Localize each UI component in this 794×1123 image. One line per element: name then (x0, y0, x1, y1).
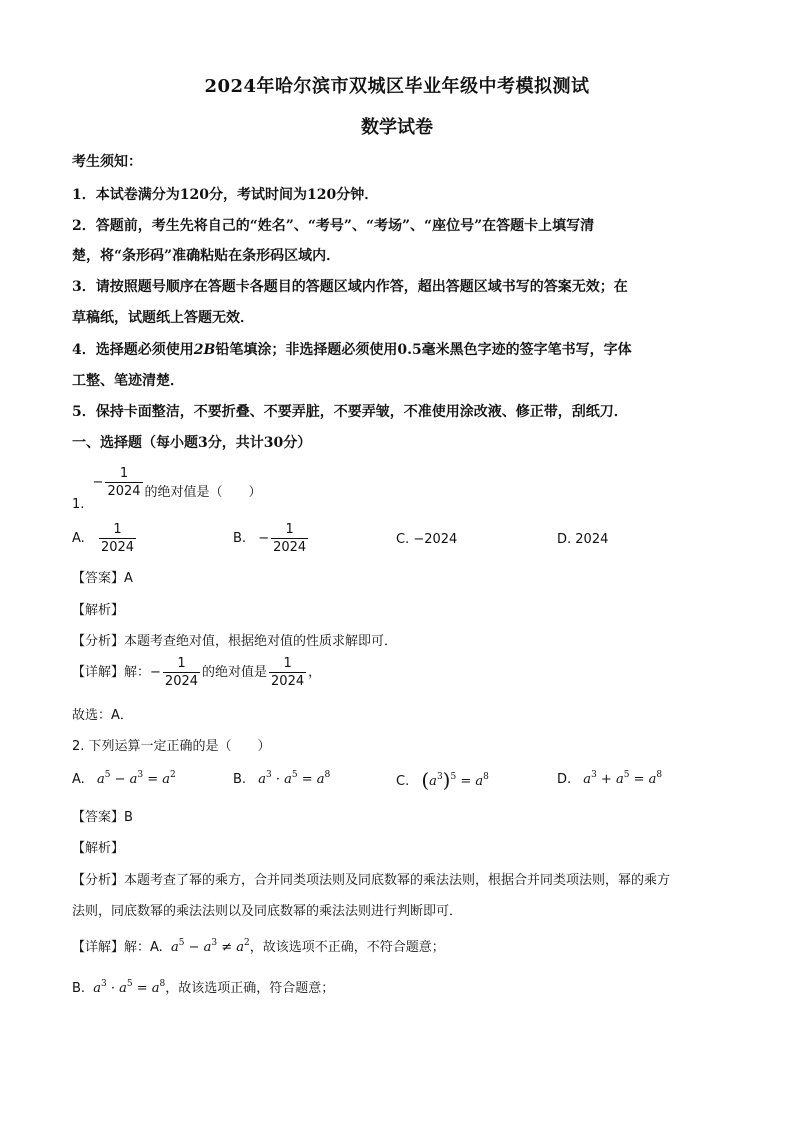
q1-fraction: $\frac{1}{2024}$ (107, 466, 141, 499)
notice-item-4 (72, 339, 632, 359)
pencil-grade: 2B (193, 342, 216, 358)
q2-option-d: D. $a^3 + a^5 = a^8$ (557, 770, 663, 787)
q1-fenxi: 【分析】本题考查绝对值，根据绝对值的性质求解即可． (72, 634, 398, 649)
q1-stem (72, 466, 262, 512)
notice-item-1: 1．本试卷满分为120分，考试时间为120分钟． (72, 187, 379, 203)
exam-title: 2024年哈尔滨市双城区毕业年级中考模拟测试 (204, 76, 590, 97)
q1-option-a: A. $\frac{1}{2024}$ (72, 522, 135, 555)
q2-answer: 【答案】B (72, 810, 133, 825)
q2-xiangjie-a: 【详解】解：A. $a^5 - a^3 \ne a^2$，故该选项不正确，不符合题意； (72, 938, 445, 955)
notice-item-3: 3．请按照题号顺序在答题卡各题目的答题区域内作答，超出答题区域书写的答案无效；在 (72, 279, 628, 295)
q1-answer: 【答案】A (72, 571, 133, 586)
q1-stem-text: 的绝对值是（ ） (144, 485, 262, 500)
q1-conclusion: 故选：A． (72, 708, 133, 723)
notice-item-2-cont: 楚，将“条形码”准确粘贴在条形码区域内． (72, 248, 341, 264)
notice-item-4-post: 铅笔填涂；非选择题必须使用0.5毫米黑色字迹的签字笔书写，字体 (215, 342, 632, 358)
q1-analysis-tag: 【解析】 (72, 603, 125, 618)
q2-fenxi-line-2: 法则，同底数幂的乘法法则以及同底数幂的乘法法则进行判断即可． (72, 904, 463, 919)
q2-option-c: C. $(a^3)^5 = a^8$ (396, 768, 489, 792)
q2-option-a: A. $a^5 - a^3 = a^2$ (72, 770, 176, 787)
q2-xiangjie-b: B. $a^3 \cdot a^5 = a^8$，故该选项正确，符合题意； (72, 979, 335, 996)
notice-heading: 考生须知： (72, 154, 142, 170)
q2-option-b: B. $a^3 \cdot a^5 = a^8$ (233, 770, 331, 787)
q1-number: 1. (72, 497, 85, 512)
q1-minus: − (92, 475, 104, 490)
q1-option-c: C. −2024 (396, 532, 458, 547)
notice-item-2: 2．答题前，考生先将自己的“姓名”、“考号”、“考场”、“座位号”在答题卡上填写清 (72, 218, 595, 234)
exam-subtitle: 数学试卷 (361, 117, 433, 138)
notice-item-4-cont: 工整、笔迹清楚． (72, 373, 184, 389)
notice-item-4-pre: 4．选择题必须使用 (72, 342, 194, 358)
notice-item-5: 5．保持卡面整洁，不要折叠、不要弄脏，不要弄皱，不准使用涂改液、修正带，刮纸刀． (72, 404, 628, 420)
q2-stem: 2. 下列运算一定正确的是（ ） (72, 739, 271, 754)
q1-xiangjie: 【详解】解：− $\frac{1}{2024}$ 的绝对值是 $\frac{1}{2024}$ ， (72, 656, 322, 689)
notice-item-3-cont: 草稿纸，试题纸上答题无效． (72, 310, 254, 326)
q1-option-b: B. − $\frac{1}{2024}$ (233, 522, 307, 555)
q2-fenxi-line-1: 【分析】本题考查了幂的乘方，合并同类项法则及同底数幂的乘法法则，根据合并同类项法则，幂的乘方 (72, 873, 671, 888)
q1-option-d: D. 2024 (557, 532, 609, 547)
q2-analysis-tag: 【解析】 (72, 841, 125, 856)
section-heading: 一、选择题（每小题3分，共计30分） (72, 435, 312, 451)
